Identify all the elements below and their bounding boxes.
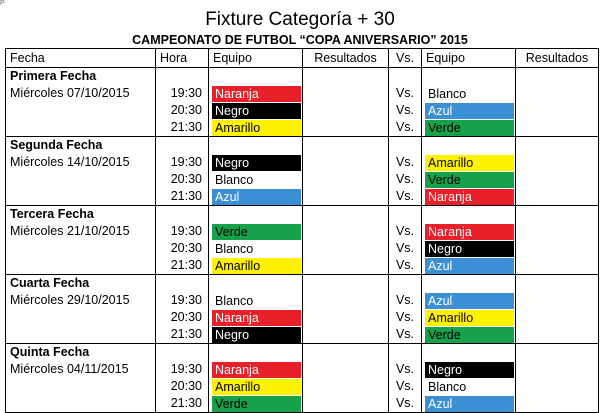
empty-cell xyxy=(303,102,389,119)
week-label: Tercera Fecha xyxy=(6,206,156,224)
empty-cell xyxy=(6,171,156,188)
empty-cell xyxy=(389,68,422,86)
match-time: 19:30 xyxy=(156,361,209,378)
away-team: Blanco xyxy=(428,86,467,101)
match-date: Miércoles 14/10/2015 xyxy=(6,154,156,171)
empty-cell xyxy=(516,378,599,395)
match-date: Miércoles 07/10/2015 xyxy=(6,85,156,102)
empty-cell xyxy=(6,102,156,119)
header-vs: Vs. xyxy=(389,49,422,68)
away-team: Negro xyxy=(425,362,514,378)
match-date: Miércoles 29/10/2015 xyxy=(6,292,156,309)
header-resultados-visitante: Resultados xyxy=(516,49,599,68)
vs-label: Vs. xyxy=(389,223,422,240)
match-row xyxy=(6,361,599,378)
away-team: Azul xyxy=(425,103,514,119)
empty-cell xyxy=(303,85,389,102)
empty-cell xyxy=(6,119,156,137)
empty-cell xyxy=(516,154,599,171)
home-team-cell xyxy=(209,240,303,257)
empty-cell xyxy=(303,223,389,240)
home-team: Naranja xyxy=(212,362,301,378)
away-team: Verde xyxy=(425,172,514,188)
empty-cell xyxy=(422,275,516,293)
away-team-cell xyxy=(422,154,516,171)
page-subtitle: CAMPEONATO DE FUTBOL “COPA ANIVERSARIO” 2015 xyxy=(132,33,468,47)
vs-label: Vs. xyxy=(389,326,422,344)
home-team-cell xyxy=(209,378,303,395)
empty-cell xyxy=(156,68,209,86)
empty-cell xyxy=(303,154,389,171)
away-team: Amarillo xyxy=(425,310,514,326)
away-team: Amarillo xyxy=(425,155,514,171)
home-team-cell xyxy=(209,102,303,119)
home-team: Negro xyxy=(212,155,301,171)
empty-cell xyxy=(156,137,209,155)
week-label-row xyxy=(6,206,599,224)
empty-cell xyxy=(389,206,422,224)
home-team: Verde xyxy=(212,224,301,240)
away-team: Verde xyxy=(425,327,514,343)
vs-label: Vs. xyxy=(389,154,422,171)
match-row xyxy=(6,102,599,119)
home-team-cell xyxy=(209,395,303,413)
match-row xyxy=(6,171,599,188)
empty-cell xyxy=(6,309,156,326)
header-hora: Hora xyxy=(156,49,209,68)
home-team: Amarillo xyxy=(212,120,301,136)
empty-cell xyxy=(209,206,303,224)
home-team-cell xyxy=(209,309,303,326)
home-team-cell xyxy=(209,257,303,275)
vs-label: Vs. xyxy=(389,240,422,257)
empty-cell xyxy=(516,275,599,293)
empty-cell xyxy=(303,361,389,378)
away-team: Blanco xyxy=(428,379,467,394)
away-team-cell xyxy=(422,292,516,309)
away-team: Naranja xyxy=(425,224,514,240)
match-row xyxy=(6,326,599,344)
header-equipo-visitante: Equipo xyxy=(422,49,516,68)
match-time: 21:30 xyxy=(156,326,209,344)
empty-cell xyxy=(6,395,156,413)
home-team: Negro xyxy=(212,327,301,343)
header-resultados-local: Resultados xyxy=(303,49,389,68)
empty-cell xyxy=(303,344,389,362)
empty-cell xyxy=(209,68,303,86)
match-row xyxy=(6,119,599,137)
empty-cell xyxy=(303,326,389,344)
empty-cell xyxy=(209,344,303,362)
empty-cell xyxy=(422,137,516,155)
empty-cell xyxy=(516,137,599,155)
week-label-row xyxy=(6,344,599,362)
match-row xyxy=(6,309,599,326)
empty-cell xyxy=(6,240,156,257)
vs-label: Vs. xyxy=(389,119,422,137)
corner-mark: P xyxy=(0,0,5,7)
match-row xyxy=(6,292,599,309)
empty-cell xyxy=(516,206,599,224)
match-time: 21:30 xyxy=(156,188,209,206)
vs-label: Vs. xyxy=(389,309,422,326)
match-row xyxy=(6,378,599,395)
away-team-cell xyxy=(422,119,516,137)
match-row xyxy=(6,154,599,171)
vs-label: Vs. xyxy=(389,257,422,275)
empty-cell xyxy=(303,378,389,395)
home-team-cell xyxy=(209,326,303,344)
home-team-cell xyxy=(209,171,303,188)
away-team-cell xyxy=(422,85,516,102)
away-team-cell xyxy=(422,223,516,240)
away-team: Naranja xyxy=(425,189,514,205)
home-team-cell xyxy=(209,119,303,137)
week-label: Quinta Fecha xyxy=(6,344,156,362)
away-team-cell xyxy=(422,378,516,395)
empty-cell xyxy=(516,326,599,344)
page-title: Fixture Categoría + 30 xyxy=(205,9,395,30)
header-fecha: Fecha xyxy=(6,49,156,68)
home-team-cell xyxy=(209,154,303,171)
empty-cell xyxy=(516,102,599,119)
empty-cell xyxy=(422,68,516,86)
vs-label: Vs. xyxy=(389,378,422,395)
empty-cell xyxy=(6,257,156,275)
empty-cell xyxy=(156,275,209,293)
home-team: Amarillo xyxy=(212,379,301,395)
empty-cell xyxy=(422,206,516,224)
empty-cell xyxy=(516,240,599,257)
vs-label: Vs. xyxy=(389,188,422,206)
match-row xyxy=(6,395,599,413)
empty-cell xyxy=(209,137,303,155)
empty-cell xyxy=(303,137,389,155)
empty-cell xyxy=(516,309,599,326)
vs-label: Vs. xyxy=(389,171,422,188)
week-label-row xyxy=(6,68,599,86)
away-team-cell xyxy=(422,395,516,413)
header-equipo-local: Equipo xyxy=(209,49,303,68)
home-team-cell xyxy=(209,188,303,206)
away-team: Azul xyxy=(425,258,514,274)
vs-label: Vs. xyxy=(389,292,422,309)
away-team-cell xyxy=(422,240,516,257)
home-team: Blanco xyxy=(215,293,254,308)
match-date: Miércoles 04/11/2015 xyxy=(6,361,156,378)
match-row xyxy=(6,257,599,275)
home-team: Naranja xyxy=(212,86,301,102)
empty-cell xyxy=(516,223,599,240)
away-team-cell xyxy=(422,102,516,119)
vs-label: Vs. xyxy=(389,395,422,413)
empty-cell xyxy=(156,344,209,362)
empty-cell xyxy=(389,344,422,362)
empty-cell xyxy=(389,275,422,293)
away-team: Azul xyxy=(425,396,514,412)
match-time: 19:30 xyxy=(156,154,209,171)
week-label-row xyxy=(6,275,599,293)
empty-cell xyxy=(516,257,599,275)
away-team-cell xyxy=(422,326,516,344)
match-time: 20:30 xyxy=(156,378,209,395)
home-team: Blanco xyxy=(215,172,254,187)
empty-cell xyxy=(516,119,599,137)
empty-cell xyxy=(516,188,599,206)
home-team: Amarillo xyxy=(212,258,301,274)
empty-cell xyxy=(422,344,516,362)
empty-cell xyxy=(303,275,389,293)
match-time: 19:30 xyxy=(156,223,209,240)
away-team: Verde xyxy=(425,120,514,136)
match-time: 21:30 xyxy=(156,257,209,275)
empty-cell xyxy=(303,257,389,275)
away-team: Negro xyxy=(425,241,514,257)
home-team-cell xyxy=(209,361,303,378)
empty-cell xyxy=(303,292,389,309)
match-time: 21:30 xyxy=(156,119,209,137)
empty-cell xyxy=(516,68,599,86)
empty-cell xyxy=(6,378,156,395)
home-team: Azul xyxy=(212,189,301,205)
week-label: Cuarta Fecha xyxy=(6,275,156,293)
away-team-cell xyxy=(422,188,516,206)
match-time: 19:30 xyxy=(156,85,209,102)
empty-cell xyxy=(516,292,599,309)
week-label: Primera Fecha xyxy=(6,68,156,86)
week-label: Segunda Fecha xyxy=(6,137,156,155)
empty-cell xyxy=(389,137,422,155)
empty-cell xyxy=(303,68,389,86)
match-row xyxy=(6,240,599,257)
match-row xyxy=(6,223,599,240)
empty-cell xyxy=(516,395,599,413)
empty-cell xyxy=(156,206,209,224)
home-team: Verde xyxy=(212,396,301,412)
match-time: 20:30 xyxy=(156,102,209,119)
empty-cell xyxy=(6,326,156,344)
empty-cell xyxy=(516,85,599,102)
match-time: 19:30 xyxy=(156,292,209,309)
vs-label: Vs. xyxy=(389,102,422,119)
fixture-table xyxy=(5,48,599,413)
vs-label: Vs. xyxy=(389,361,422,378)
empty-cell xyxy=(516,361,599,378)
empty-cell xyxy=(303,309,389,326)
home-team-cell xyxy=(209,85,303,102)
home-team: Naranja xyxy=(212,310,301,326)
empty-cell xyxy=(303,171,389,188)
away-team: Azul xyxy=(425,293,514,309)
match-time: 20:30 xyxy=(156,240,209,257)
home-team: Negro xyxy=(212,103,301,119)
empty-cell xyxy=(303,188,389,206)
home-team-cell xyxy=(209,223,303,240)
match-time: 20:30 xyxy=(156,171,209,188)
empty-cell xyxy=(209,275,303,293)
match-date: Miércoles 21/10/2015 xyxy=(6,223,156,240)
match-row xyxy=(6,188,599,206)
away-team-cell xyxy=(422,257,516,275)
week-label-row xyxy=(6,137,599,155)
match-row xyxy=(6,85,599,102)
away-team-cell xyxy=(422,171,516,188)
match-time: 21:30 xyxy=(156,395,209,413)
empty-cell xyxy=(6,188,156,206)
empty-cell xyxy=(303,119,389,137)
empty-cell xyxy=(303,395,389,413)
empty-cell xyxy=(303,206,389,224)
home-team: Blanco xyxy=(215,241,254,256)
match-time: 20:30 xyxy=(156,309,209,326)
empty-cell xyxy=(516,344,599,362)
home-team-cell xyxy=(209,292,303,309)
header-row xyxy=(6,49,599,68)
away-team-cell xyxy=(422,309,516,326)
empty-cell xyxy=(303,240,389,257)
empty-cell xyxy=(516,171,599,188)
away-team-cell xyxy=(422,361,516,378)
vs-label: Vs. xyxy=(389,85,422,102)
